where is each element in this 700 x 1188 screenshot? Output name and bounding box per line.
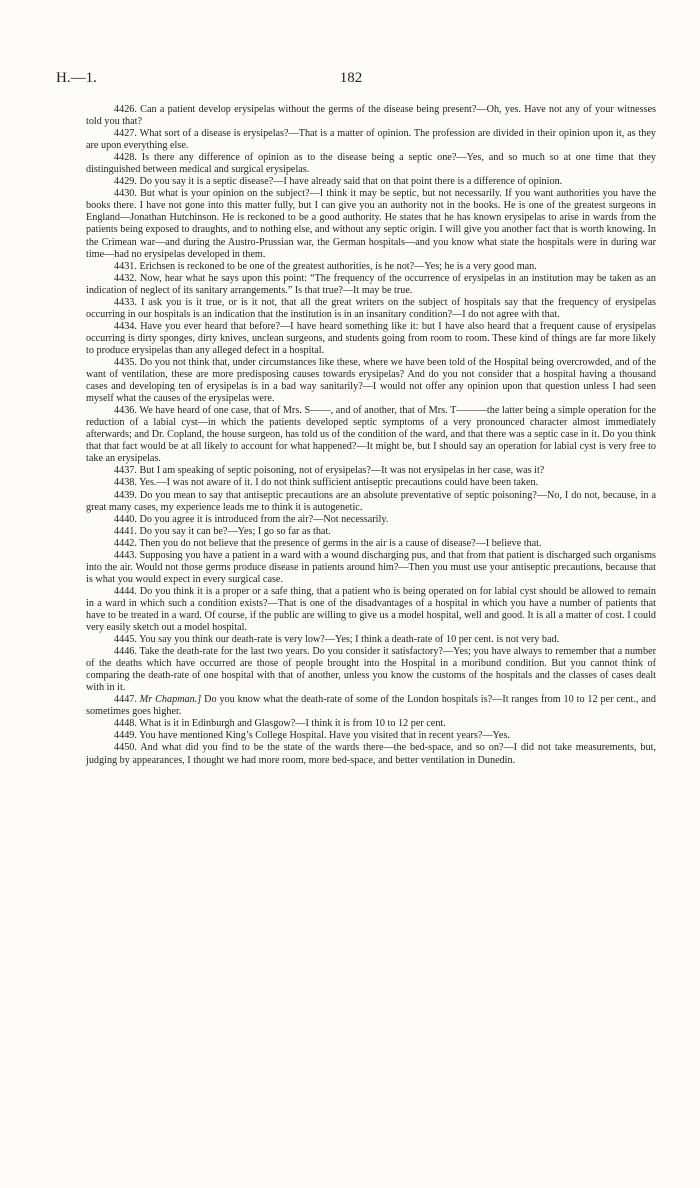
- paragraph-4430: 4430. But what is your opinion on the subject?—I think it may be septic, but not necessarily. If you want authorities you have the books there. I have not gone into this matter fully, but I can give you an authority not in the books. He is one of the greatest surgeons in England—Jonathan Hutchinson. He is reckoned to be a good authority. He states that he has known erysipelas to arise in wards from the patients being exposed to draughts, and to nothing else, and without any septic origin. I will give you another fact that is worth knowing. In the Crimean war—and during the Austro-Prussian war, the German hospitals—and you know what state the hospitals were in during war time—had no erysipelas developed in them.: [86, 188, 656, 260]
- question-number: 4447.: [114, 694, 137, 706]
- paragraph-4426: 4426. Can a patient develop erysipelas without the germs of the disease being present?—Oh, yes. Have not any of your witnesses told you that?: [86, 104, 656, 128]
- paragraph-4432: 4432. Now, hear what he says upon this point: “The frequency of the occurrence of erysipelas in an institution may be taken as an indication of neglect of its sanitary arrangements.” Is that true?—It may be true.: [86, 272, 656, 296]
- paragraph-4442: 4442. Then you do not believe that the presence of germs in the air is a cause of disease?—I believe that.: [114, 537, 542, 549]
- paragraph-4438: 4438. Yes.—I was not aware of it. I do not think sufficient antiseptic precautions could have been taken.: [114, 477, 539, 489]
- paragraph-4444: 4444. Do you think it is a proper or a safe thing, that a patient who is being operated on for labial cyst should be allowed to remain in a ward in which such a condition exists?—That is one of the disadvantages of a hospital in which you have a number of patients that have to be treated in a ward. Of course, if the public are willing to give us a model hospital, well and good. It is all a matter of cost. I could very easily sketch out a model hospital.: [86, 585, 656, 634]
- paragraph-4443: 4443. Supposing you have a patient in a ward with a wound discharging pus, and that from that patient is discharged such organisms into the air. Would not those germs produce disease in patients around him?—Then you must use your antiseptic precautions, because that is what you would expect in every surgical case.: [86, 549, 656, 585]
- paragraph-4433: 4433. I ask you is it true, or is it not, that all the great writers on the subject of hospitals say that the frequency of erysipelas occurring in our hospitals is an indication that the institution is in an insanitary condition?—I do not agree with that.: [86, 296, 656, 320]
- paragraph-4448: 4448. What is it in Edinburgh and Glasgow?—I think it is from 10 to 12 per cent.: [114, 718, 446, 730]
- page-header: [56, 70, 646, 90]
- paragraph-4429: 4429. Do you say it is a septic disease?—I have already said that on that point there is a difference of opinion.: [114, 176, 563, 188]
- paragraph-4435: 4435. Do you not think that, under circumstances like these, where we have been told of the Hospital being overcrowded, and of the want of ventilation, these are more predisposing causes towards erysipelas? And do you not consider that a hospital having a thousand cases and developing ten of erysipelas is in a bad way sanitarily?—I would not offer any opinion upon that question unless I had seen myself what the causes of the erysipelas were.: [86, 356, 656, 405]
- testimony-body: [86, 104, 656, 767]
- paragraph-4440: 4440. Do you agree it is introduced from the air?—Not necessarily.: [114, 513, 389, 525]
- paragraph-4436: 4436. We have heard of one case, that of Mrs. S——, and of another, that of Mrs. T———the latter being a simple operation for the reduction of a labial cyst—in which the patients developed septic symptoms of a very pronounced character almost immediately afterwards; and Dr. Copland, the house surgeon, has told us of the condition of the ward, and that there was a septic case in it. Do you think that that fact would be at all likely to account for what happened?—It might be, but I should say an operation for labial cyst is very free to take an erysipelas.: [86, 405, 656, 465]
- speaker-label: Mr Chapman.]: [139, 694, 202, 706]
- paragraph-4445: 4445. You say you think our death-rate is very low?—Yes; I think a death-rate of 10 per cent. is not very bad.: [114, 634, 560, 646]
- paragraph-4427: 4427. What sort of a disease is erysipelas?—That is a matter of opinion. The profession are divided in their opinion upon it, as they are upon everything else.: [86, 128, 656, 152]
- paragraph-4441: 4441. Do you say it can be?—Yes; I go so far as that.: [114, 525, 331, 537]
- paragraph-4439: 4439. Do you mean to say that antiseptic precautions are an absolute preventative of septic poisoning?—No, I do not, because, in a great many cases, my experience leads me to think it is autogenetic.: [86, 489, 656, 513]
- paragraph-4437: 4437. But I am speaking of septic poisoning, not of erysipelas?—It was not erysipelas in her case, was it?: [114, 465, 545, 477]
- paragraph-4450: 4450. And what did you find to be the state of the wards there—the bed-space, and so on?—I did not take measurements, but, judging by appearances, I thought we had more room, more bed-space, and better ventilation in Dunedin.: [86, 742, 656, 766]
- paragraph-4447: [86, 694, 656, 718]
- page-number: 182: [339, 70, 363, 86]
- paragraph-text: Do you know what the death-rate of some of the London hospitals is?—It ranges from 10 to 12 per cent., and sometimes goes higher.: [86, 694, 656, 718]
- report-code: H.—1.: [56, 70, 97, 86]
- paragraph-4449: 4449. You have mentioned King’s College Hospital. Have you visited that in recent years?—Yes.: [114, 730, 510, 742]
- paragraph-4434: 4434. Have you ever heard that before?—I have heard something like it: but I have also heard that a frequent cause of erysipelas occurring is dirty sponges, dirty knives, unclean surgeons, and students going from room to room. These kind of things are far more likely to produce erysipelas than any alleged defect in a hospital.: [86, 320, 656, 356]
- paragraph-4446: 4446. Take the death-rate for the last two years. Do you consider it satisfactory?—Yes; you have always to remember that a number of the deaths which have occurred are those of people brought into the Hospital in a moribund condition. But you cannot think of comparing the death-rate of one hospital with that of another, unless you know the customs of the hospitals and the classes of cases dealt with in it.: [86, 646, 656, 694]
- paragraph-4431: 4431. Erichsen is reckoned to be one of the greatest authorities, is he not?—Yes; he is a very good man.: [114, 260, 537, 272]
- paragraph-4428: 4428. Is there any difference of opinion as to the disease being a septic one?—Yes, and so much so at one time that they distinguished between medical and surgical erysipelas.: [86, 152, 656, 176]
